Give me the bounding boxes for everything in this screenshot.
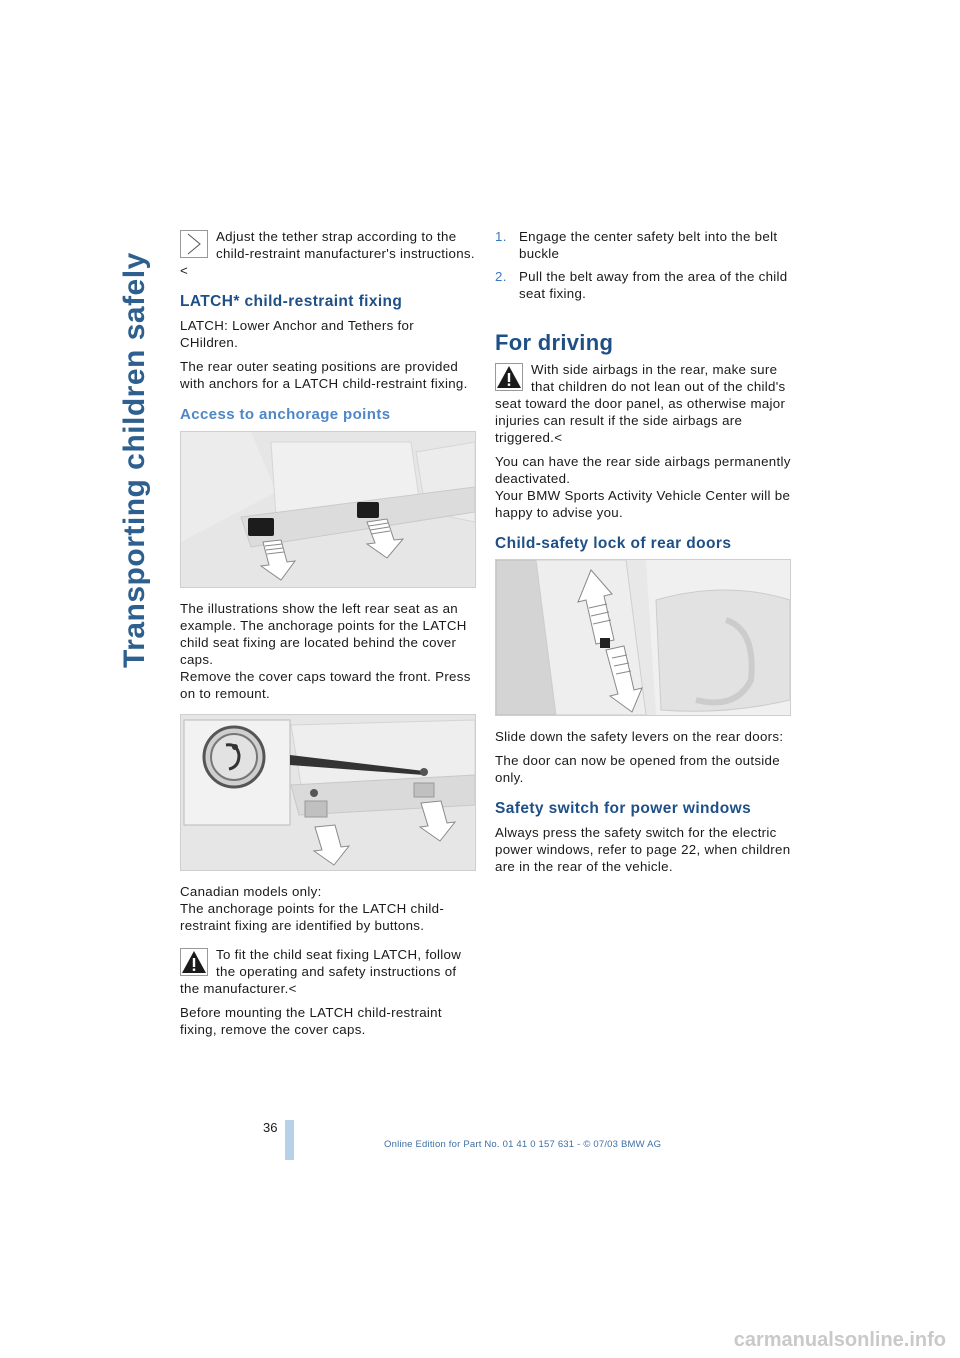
switch-text: Always press the safety switch for the electric power windows, refer to page 22, when children are in the rear of the vehicle. xyxy=(495,825,791,874)
left-column xyxy=(180,228,476,1045)
note-arrow-icon xyxy=(180,230,208,258)
end-mark: < xyxy=(554,430,563,445)
warning-text: With side airbags in the rear, make sure that children do not lean out of the child's seat toward the door panel, as otherwise major injuries can result if the side airbags are triggered. xyxy=(495,362,786,445)
side-title xyxy=(118,228,158,668)
warning-text: To fit the child seat fixing LATCH, follow the operating and safety instructions of the manufacturer. xyxy=(180,947,462,996)
figure-latch-buttons xyxy=(180,714,476,871)
note-block xyxy=(180,228,476,279)
before-mounting-text: Before mounting the LATCH child-restraint fixing, remove the cover caps. xyxy=(180,1005,442,1037)
deactivate-text-2: Your BMW Sports Activity Vehicle Center will be happy to advise you. xyxy=(495,488,791,520)
latch-definition: LATCH: Lower Anchor and Tethers for CHildren. xyxy=(180,318,414,350)
lock-heading: Child-safety lock of rear doors xyxy=(495,535,732,552)
figure-cover-caps xyxy=(180,431,476,588)
figure-door-lock xyxy=(495,559,791,716)
illustration-text-2: Remove the cover caps toward the front. Press on to remount. xyxy=(180,669,471,701)
side-title-text: Transporting children safely xyxy=(118,252,151,668)
end-mark: < xyxy=(288,981,297,996)
warning-icon xyxy=(180,948,208,976)
warning-block xyxy=(180,946,476,997)
note-text: Adjust the tether strap according to the child-restraint manufacturer's instructions. xyxy=(216,229,475,261)
watermark: carmanualsonline.info xyxy=(733,1329,946,1351)
canadian-text: The anchorage points for the LATCH child-restraint fixing are identified by buttons. xyxy=(180,901,445,933)
step-number: 2. xyxy=(495,269,507,284)
step-text: Engage the center safety belt into the belt buckle xyxy=(519,229,778,261)
latch-text: The rear outer seating positions are provided with anchors for a LATCH child-restraint fixing. xyxy=(180,359,468,391)
latch-heading: LATCH* child-restraint fixing xyxy=(180,293,403,310)
deactivate-text-1: You can have the rear side airbags permanently deactivated. xyxy=(495,454,791,486)
switch-heading: Safety switch for power windows xyxy=(495,800,752,817)
step-item xyxy=(495,228,791,262)
warning-block xyxy=(495,361,791,446)
lock-text-1: Slide down the safety levers on the rear doors: xyxy=(495,729,784,744)
canadian-heading: Canadian models only: xyxy=(180,884,322,899)
page-number: 36 xyxy=(263,1120,278,1135)
end-mark: < xyxy=(180,263,189,278)
step-item xyxy=(495,268,791,302)
warning-icon xyxy=(495,363,523,391)
footer-text: Online Edition for Part No. 01 41 0 157 631 - © 07/03 BMW AG xyxy=(384,1139,662,1150)
driving-heading: For driving xyxy=(495,330,614,355)
step-text: Pull the belt away from the area of the child seat fixing. xyxy=(519,269,788,301)
page-bar xyxy=(285,1120,294,1160)
lock-text-2: The door can now be opened from the outside only. xyxy=(495,753,780,785)
right-column xyxy=(495,228,791,882)
illustration-text-1: The illustrations show the left rear seat as an example. The anchorage points for the LATCH child seat fixing are located behind the cover caps. xyxy=(180,601,467,667)
access-heading: Access to anchorage points xyxy=(180,406,391,423)
step-number: 1. xyxy=(495,229,507,244)
